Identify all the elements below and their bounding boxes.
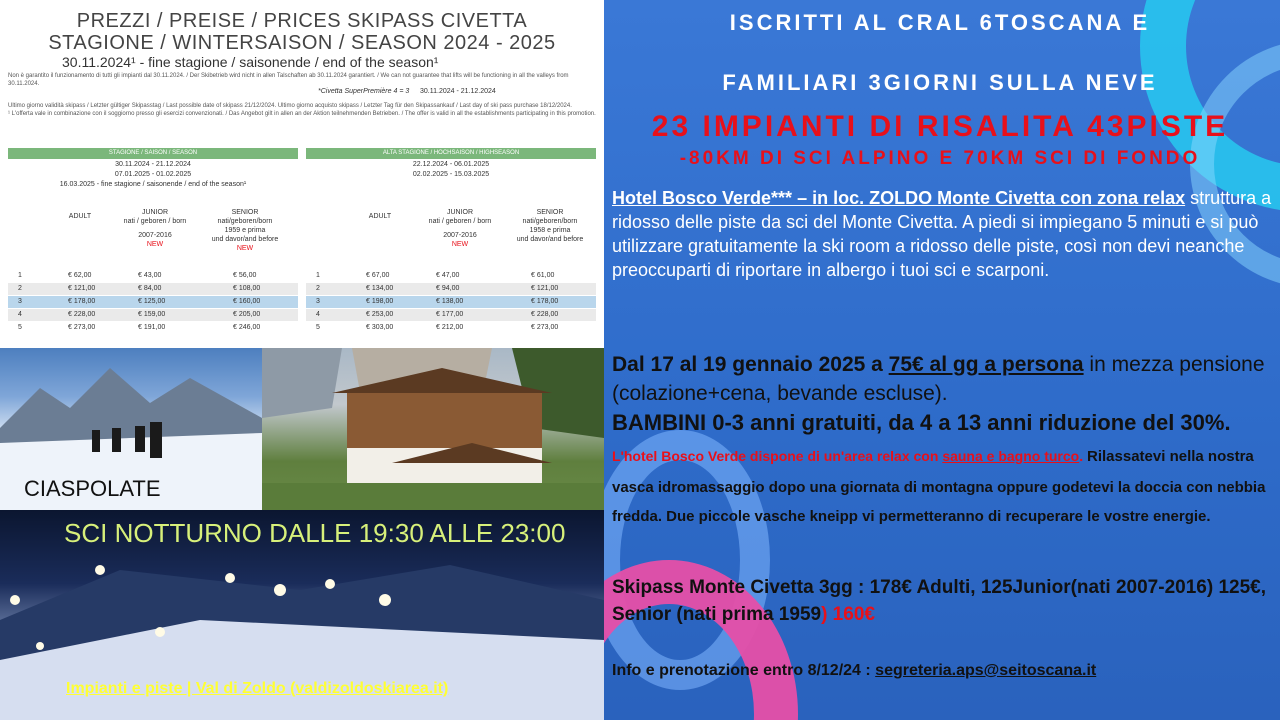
col-senior-label: SENIOR [536,209,564,216]
low-season-dates [8,160,298,190]
col-senior-label: SENIOR [231,209,259,216]
offer-relax-sep: . [1079,448,1088,464]
col-senior-and: und davor/and before [516,236,584,243]
table-cell: € 273,00 [531,324,559,331]
high-date: 22.12.2024 - 06.01.2025 [412,161,490,168]
table-cell: 1 [316,272,320,279]
table-cell: € 273,00 [68,324,96,331]
price-table [0,0,604,348]
booking-email-link[interactable]: segreteria.aps@seitoscana.it [875,662,1097,679]
table-cell: € 94,00 [436,285,460,292]
col-adult: ADULT [368,213,392,220]
table-cell: € 246,00 [233,324,261,331]
table-cell: € 212,00 [436,324,464,331]
table-cell: € 198,00 [366,298,394,305]
price-title-2: STAGIONE / WINTERSAISON / SEASON 2024 - 2025 [48,32,556,54]
table-row [8,270,298,282]
low-date: 16.03.2025 - fine stagione / saisonende / end of the season¹ [59,181,247,188]
table-cell: € 134,00 [366,285,394,292]
col-senior-years: 1959 e prima [224,227,266,234]
table-cell: € 253,00 [366,311,394,318]
col-adult: ADULT [68,213,92,220]
night-ski-caption: SCI NOTTURNO DALLE 19:30 ALLE 23:00 [64,518,566,548]
table-cell: € 47,00 [436,272,460,279]
col-junior-years: 2007-2016 [443,232,477,239]
table-cell: € 108,00 [233,285,261,292]
low-date: 30.11.2024 - 21.12.2024 [115,161,191,168]
table-cell: € 303,00 [366,324,394,331]
col-junior [425,208,495,249]
table-cell: € 191,00 [138,324,166,331]
hotel-graphic [262,348,604,510]
offer-price: 75€ al gg a persona [888,353,1084,376]
col-junior-label: JUNIOR [141,209,169,216]
col-junior-sub: nati / geboren / born [428,218,492,225]
table-row [306,270,596,282]
col-senior-sub: nati/geboren/born [217,218,273,225]
price-title-1: PREZZI / PREISE / PRICES SKIPASS CIVETTA [76,10,528,32]
table-row [306,296,596,308]
sauna-link[interactable]: sauna e bagno turco [942,448,1080,464]
high-date: 02.02.2025 - 15.03.2025 [412,171,490,178]
table-cell: € 178,00 [531,298,559,305]
offer-relax-intro: L'hotel Bosco Verde dispone di un'area relax con [612,448,943,464]
table-cell: € 177,00 [436,311,464,318]
table-cell: € 125,00 [138,298,166,305]
offer-block [612,350,1274,529]
col-senior-sub: nati/geboren/born [522,218,578,225]
ski-area-link[interactable]: Impianti e piste | Val di Zoldo (valdizoldoskiarea.it) [66,680,449,697]
hotel-description [612,186,1272,282]
col-junior-sub: nati / geboren / born [123,218,187,225]
low-season-bar: STAGIONE / SAISON / SEASON [8,148,298,159]
ciaspolate-caption: CIASPOLATE [24,476,161,501]
table-cell: € 62,00 [68,272,92,279]
high-season-dates [306,160,596,180]
table-cell: € 228,00 [531,311,559,318]
table-cell: 3 [18,298,22,305]
table-cell: 5 [18,324,22,331]
table-cell: € 228,00 [68,311,96,318]
new-badge: NEW [236,245,254,252]
table-row [306,309,596,321]
header-line-2: FAMILIARI 3GIORNI SULLA NEVE [722,70,1158,95]
table-cell: 2 [316,285,320,292]
table-cell: € 160,00 [233,298,261,305]
table-cell: € 67,00 [366,272,390,279]
table-cell: € 121,00 [531,285,559,292]
table-cell: € 205,00 [233,311,261,318]
skipass-info [612,574,1274,628]
offer-relax-text: Rilassatevi nella nostra vasca idromassaggio dopo una giornata di montagna oppure godetevi la doccia con nebbia fredda. Due piccole vasche kneipp vi permetteranno di recuperare le vostre energie. [612,448,1266,525]
lifts-title: 23 IMPIANTI DI RISALITA 43PISTE [651,110,1229,143]
low-date: 07.01.2025 - 01.02.2025 [114,171,192,178]
civetta-dates: 30.11.2024 - 21.12.2024 [420,88,496,95]
hotel-text: struttura a ridosso delle piste da sci del Monte Civetta. A piedi si impiegano 5 minuti e si può utilizzare gratuitamente la ski room a ridosso delle piste, così non devi neanche preoccuparti di riportare in albergo i tuoi sci e scarponi. [612,188,1272,280]
table-row [8,283,298,295]
high-season-bar: ALTA STAGIONE / HOCHSAISON / HIGHSEASON [306,148,596,159]
table-row [8,322,298,334]
table-cell: € 43,00 [138,272,162,279]
table-row [8,296,298,308]
col-senior [205,208,285,253]
price-fine-1: Non è garantito il funzionamento di tutti gli impianti dal 30.11.2024. / Der Skibetrieb wird nicht in allen Talschaften ab 30.11.2024 garantiert. / We can not guarantee that lifts will be functioning in all the valleys from 30.11.2024. [8,73,569,87]
hotel-title-link[interactable]: Hotel Bosco Verde*** – in loc. ZOLDO Monte Civetta con zona relax [612,188,1186,208]
new-badge: NEW [146,241,164,248]
skipass-text: Skipass Monte Civetta 3gg : 178€ Adulti, 125Junior(nati 2007-2016) 125€, Senior (nati prima 1959 [612,577,1266,625]
offer-kids: BAMBINI 0-3 anni gratuiti, da 4 a 13 anni riduzione del 30%. [612,410,1231,435]
table-row [306,283,596,295]
hotel-photo [262,348,604,510]
col-senior-years: 1958 e prima [529,227,571,234]
col-junior-label: JUNIOR [446,209,474,216]
km-subtitle: -80KM DI SCI ALPINO E 70KM SCI DI FONDO [679,148,1201,169]
offer-board: in mezza pensione (colazione+cena, bevande escluse). [612,353,1265,405]
table-cell: 4 [18,311,22,318]
header-line-1: ISCRITTI AL CRAL 6TOSCANA E [729,10,1151,35]
offer-dates: Dal 17 al 19 gennaio 2025 a [612,353,889,376]
table-cell: € 178,00 [68,298,96,305]
col-senior-and: und davor/and before [211,236,279,243]
table-cell: € 61,00 [531,272,555,279]
price-subtitle: 30.11.2024¹ - fine stagione / saisonende / end of the season¹ [62,54,439,70]
table-row [8,309,298,321]
civetta-label: *Civetta SuperPremière 4 = 3 [318,88,410,95]
booking-info [612,662,1274,680]
col-junior [120,208,190,249]
col-senior [510,208,590,244]
table-cell: 3 [316,298,320,305]
table-cell: 2 [18,285,22,292]
booking-label: Info e prenotazione entro 8/12/24 : [612,662,876,679]
new-badge: NEW [451,241,469,248]
price-fine-2: Ultimo giorno validità skipass / Letzter gültiger Skipasstag / Last possible date of skipass 21/12/2024. Ultimo giorno acquisto skipass / Letzter Tag für den Skipassankauf / Last day of ski pass purchase 18/12/2024. [8,103,572,109]
table-cell: € 159,00 [138,311,166,318]
col-junior-years: 2007-2016 [138,232,172,239]
table-cell: € 138,00 [436,298,464,305]
price-fine-3: ¹ L'offerta vale in combinazione con il soggiorno presso gli esercizi convenzionati. / Das Angebot gilt in allen an der Aktion teilnehmenden Betrieben. / The offer is valid in all the establishments participating in this promotion. [8,111,596,117]
table-cell: € 84,00 [138,285,162,292]
table-row [306,322,596,334]
table-cell: 1 [18,272,22,279]
skipass-senior-price: ) 160€ [821,604,875,625]
table-cell: € 56,00 [233,272,257,279]
table-cell: € 121,00 [68,285,96,292]
table-cell: 4 [316,311,320,318]
table-cell: 5 [316,324,320,331]
